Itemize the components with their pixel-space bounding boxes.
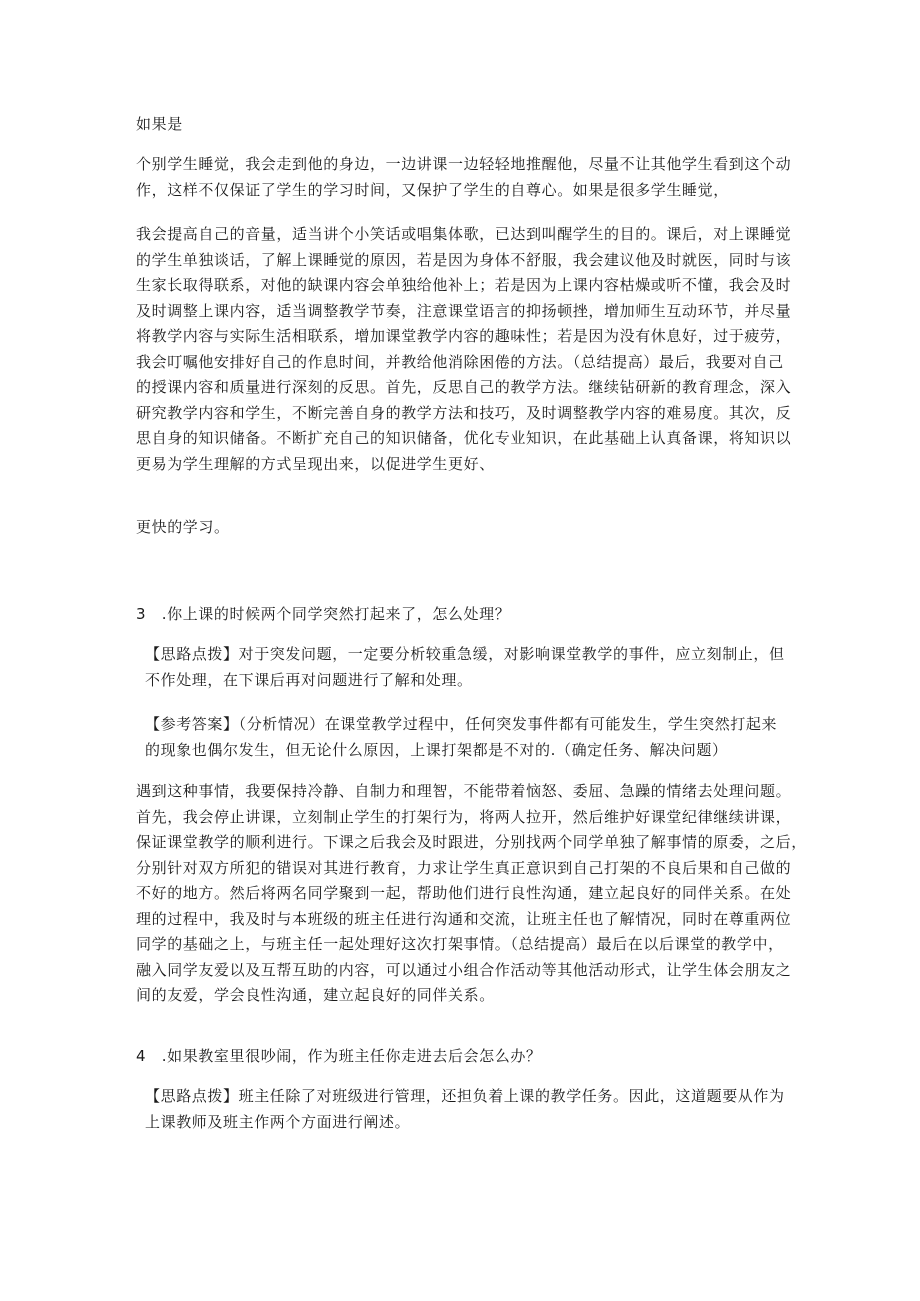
text-line: 研究教学内容和学生，不断完善自身的教学方法和技巧，及时调整教学内容的难易度。其次，反 (136, 403, 792, 422)
text-line: 的现象也偶尔发生，但无论什么原因，上课打架都是不对的.（确定任务、解决问题） (145, 740, 728, 759)
text-line: 更快的学习。 (136, 518, 230, 536)
text-line: 生家长取得联系，对他的缺课内容会单独给他补上；若是因为上课内容枯燥或听不懂，我会及时 (136, 276, 792, 294)
text-line: 4 .如果教室里很吵闹，作为班主任你走进去后会怎么办？ (136, 1047, 542, 1065)
text-line: 将教学内容与实际生活相联系，增加课堂教学内容的趣味性；若是因为没有休息好，过于疲劳， (136, 327, 792, 345)
text-line: 分别针对双方所犯的错误对其进行教育，力求让学生真正意识到自己打架的不良后果和自己做的 (136, 858, 792, 877)
text-line: 更易为学生理解的方式呈现出来，以促进学生更好、 (136, 454, 495, 473)
text-line: 保证课堂教学的顺利进行。下课之后我会及时跟进，分别找两个同学单独了解事情的原委，之后， (136, 833, 807, 851)
text-line: 间的友爱，学会良性沟通，建立起良好的同伴关系。 (136, 986, 495, 1004)
question-4-tip (145, 1084, 805, 1135)
text-line: 理的过程中，我及时与本班级的班主任进行沟通和交流，让班主任也了解情况，同时在尊重两位 (136, 909, 792, 928)
text-line: 及时调整上课内容，适当调整教学节奏，注意课堂语言的抑扬顿挫，增加师生互动环节，并尽量 (136, 301, 792, 320)
text-line: 作，这样不仅保证了学生的学习时间，又保护了学生的自尊心。如果是很多学生睡觉， (136, 180, 729, 199)
text-line: 的学生单独谈话，了解上课睡觉的原因，若是因为身体不舒服，我会建议他及时就医，同时与该 (136, 250, 792, 269)
text-line: 不好的地方。然后将两名同学聚到一起，帮助他们进行良性沟通，建立起良好的同伴关系。在处 (136, 884, 792, 902)
text-line: 上课教师及班主作两个方面进行阐述。 (145, 1112, 411, 1131)
question-3-answer-body (136, 779, 807, 1009)
text-line: 我会提高自己的音量，适当讲个小笑话或唱集体歌，已达到叫醒学生的目的。课后，对上课睡觉 (136, 225, 792, 243)
question-3-reference-answer (145, 712, 805, 763)
text-line: 如果是 (136, 115, 183, 133)
text-line: 融入同学友爱以及互帮互助的内容，可以通过小组合作活动等其他活动形式，让学生体会朋友之 (136, 960, 792, 979)
paragraph-individual-sleeping (136, 152, 796, 203)
paragraph-many-sleeping (136, 222, 796, 477)
question-3-heading (136, 602, 796, 628)
text-line: 个别学生睡觉，我会走到他的身边，一边讲课一边轻轻地推醒他，尽量不让其他学生看到这个动 (136, 155, 792, 173)
text-line: 【思路点拨】班主任除了对班级进行管理，还担负着上课的教学任务。因此，这道题要从作为 (145, 1087, 785, 1105)
text-line: 【参考答案】（分析情况）在课堂教学过程中，任何突发事件都有可能发生，学生突然打起来 (145, 715, 778, 733)
text-line: 同学的基础之上，与班主任一起处理好这次打架事情。（总结提高）最后在以后课堂的教学中， (136, 935, 784, 953)
question-4-heading (136, 1044, 796, 1070)
text-line: 【思路点拨】对于突发问题，一定要分析较重急缓，对影响课堂教学的事件，应立刻制止，但 (145, 645, 785, 663)
text-line: 我会叮嘱他安排好自己的作息时间，并教给他消除困倦的方法。（总结提高）最后，我要对自己 (136, 352, 784, 371)
text-line: 不作处理，在下课后再对问题进行了解和处理。 (145, 670, 473, 689)
text-line: 3 .你上课的时候两个同学突然打起来了，怎么处理？ (136, 605, 511, 623)
text-line: 遇到这种事情，我要保持冷静、自制力和理智，不能带着恼怒、委屈、急躁的情绪去处理问题。 (136, 782, 792, 800)
paragraph-conclusion (136, 515, 796, 541)
question-3-tip (145, 642, 805, 693)
paragraph-intro (136, 112, 796, 138)
text-line: 首先，我会停止讲课，立刻制止学生的打架行为，将两人拉开，然后维护好课堂纪律继续讲课， (136, 807, 792, 826)
text-line: 思自身的知识储备。不断扩充自己的知识储备，优化专业知识，在此基础上认真备课，将知识以 (136, 429, 792, 447)
text-line: 的授课内容和质量进行深刻的反思。首先，反思自己的教学方法。继续钻研新的教育理念，深入 (136, 378, 792, 396)
